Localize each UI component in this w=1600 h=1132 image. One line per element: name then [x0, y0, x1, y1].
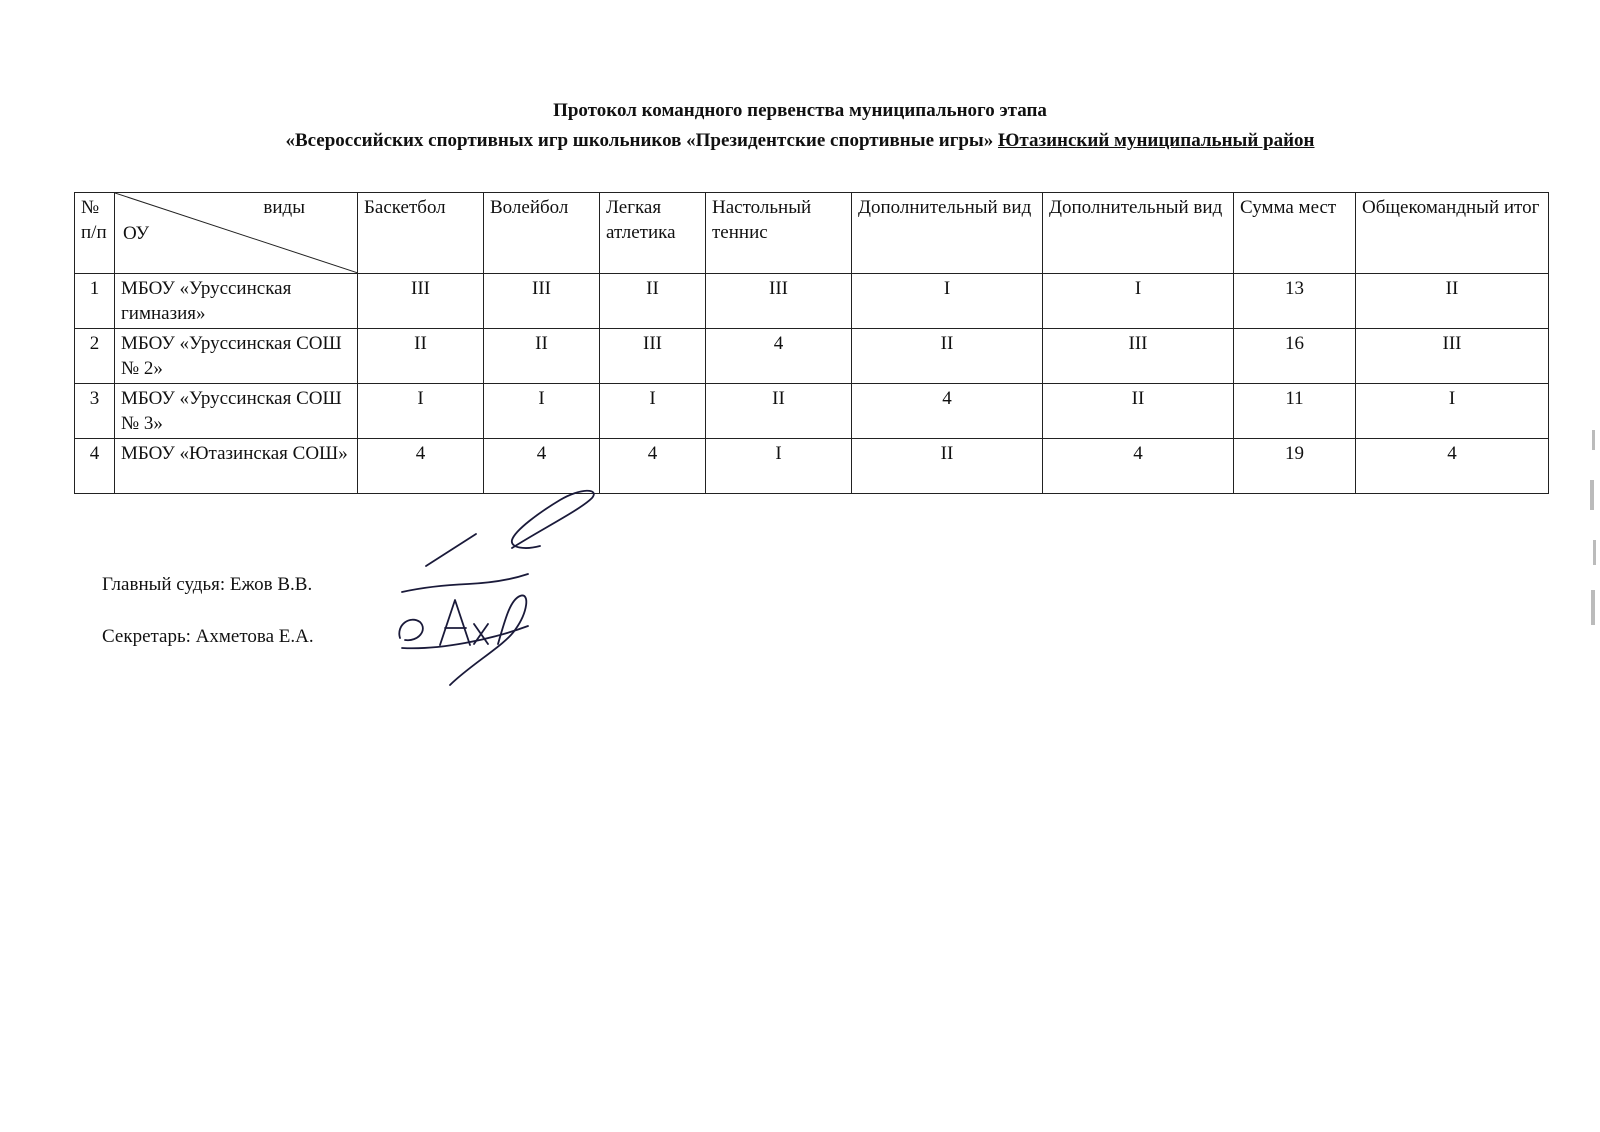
cell-volleyball: I: [484, 384, 600, 439]
header-row: [75, 193, 1549, 274]
table-row: [75, 439, 1549, 494]
cell-extra-2: 4: [1043, 439, 1234, 494]
table-row: [75, 274, 1549, 329]
secretary-signature-letter: [440, 600, 470, 645]
judge-signature-line: Главный судья: Ежов В.В.: [102, 574, 313, 595]
cell-table-tennis: III: [706, 274, 852, 329]
header-athletics: Легкая атлетика: [600, 193, 706, 274]
cell-total: III: [1356, 329, 1549, 384]
cell-extra-2: II: [1043, 384, 1234, 439]
header-extra-1: Дополнительный вид: [852, 193, 1043, 274]
document-title: [0, 96, 1600, 156]
judge-signature-tail: [402, 574, 528, 592]
cell-extra-2: III: [1043, 329, 1234, 384]
header-num: № п/п: [75, 193, 115, 274]
cell-extra-1: 4: [852, 384, 1043, 439]
cell-num: 4: [75, 439, 115, 494]
title-line-1: Протокол командного первенства муниципального этапа: [553, 100, 1047, 121]
cell-basketball: III: [358, 274, 484, 329]
cell-sum: 16: [1234, 329, 1356, 384]
cell-total: I: [1356, 384, 1549, 439]
table-row: [75, 384, 1549, 439]
cell-num: 3: [75, 384, 115, 439]
cell-sum: 11: [1234, 384, 1356, 439]
cell-school: МБОУ «Уруссинская гимназия»: [115, 274, 358, 329]
judge-signature-loop: [512, 491, 594, 548]
secretary-signature-underline: [402, 626, 528, 648]
cell-extra-1: I: [852, 274, 1043, 329]
header-table-tennis: Настольный теннис: [706, 193, 852, 274]
cell-volleyball: III: [484, 274, 600, 329]
secretary-signature-tail: [450, 595, 526, 685]
cell-num: 2: [75, 329, 115, 384]
judge-signature-stroke: [426, 534, 476, 566]
cell-extra-1: II: [852, 439, 1043, 494]
cell-num: 1: [75, 274, 115, 329]
cell-athletics: 4: [600, 439, 706, 494]
cell-basketball: I: [358, 384, 484, 439]
header-diagonal-cell: [115, 193, 358, 274]
cell-school: МБОУ «Ютазинская СОШ»: [115, 439, 358, 494]
title-line-2-prefix: «Всероссийских спортивных игр школьников «Президентские спортивные игры»: [285, 130, 998, 151]
cell-athletics: I: [600, 384, 706, 439]
cell-table-tennis: II: [706, 384, 852, 439]
secretary-signature-line: Секретарь: Ахметова Е.А.: [102, 626, 314, 647]
cell-athletics: III: [600, 329, 706, 384]
district-name: Ютазинский муниципальный район: [998, 130, 1315, 151]
header-ou: ОУ: [123, 223, 150, 244]
cell-sum: 19: [1234, 439, 1356, 494]
cell-sum: 13: [1234, 274, 1356, 329]
cell-total: 4: [1356, 439, 1549, 494]
header-basketball: Баскетбол: [358, 193, 484, 274]
cell-school: МБОУ «Уруссинская СОШ № 3»: [115, 384, 358, 439]
table-row: [75, 329, 1549, 384]
cell-table-tennis: I: [706, 439, 852, 494]
secretary-signature-x: [474, 624, 488, 644]
scan-edge-artifact: [1586, 420, 1600, 650]
secretary-signature-loop: [399, 620, 423, 641]
header-sum: Сумма мест: [1234, 193, 1356, 274]
title-line-2: [0, 126, 1600, 156]
cell-basketball: 4: [358, 439, 484, 494]
cell-volleyball: II: [484, 329, 600, 384]
cell-basketball: II: [358, 329, 484, 384]
cell-extra-2: I: [1043, 274, 1234, 329]
cell-athletics: II: [600, 274, 706, 329]
cell-total: II: [1356, 274, 1549, 329]
cell-volleyball: 4: [484, 439, 600, 494]
cell-school: МБОУ «Уруссинская СОШ № 2»: [115, 329, 358, 384]
cell-table-tennis: 4: [706, 329, 852, 384]
header-types: виды: [263, 197, 305, 218]
header-extra-2: Дополнительный вид: [1043, 193, 1234, 274]
results-table: [74, 192, 1549, 494]
cell-extra-1: II: [852, 329, 1043, 384]
diagonal-line: [115, 193, 358, 273]
header-total: Общекомандный итог: [1356, 193, 1549, 274]
header-volleyball: Волейбол: [484, 193, 600, 274]
